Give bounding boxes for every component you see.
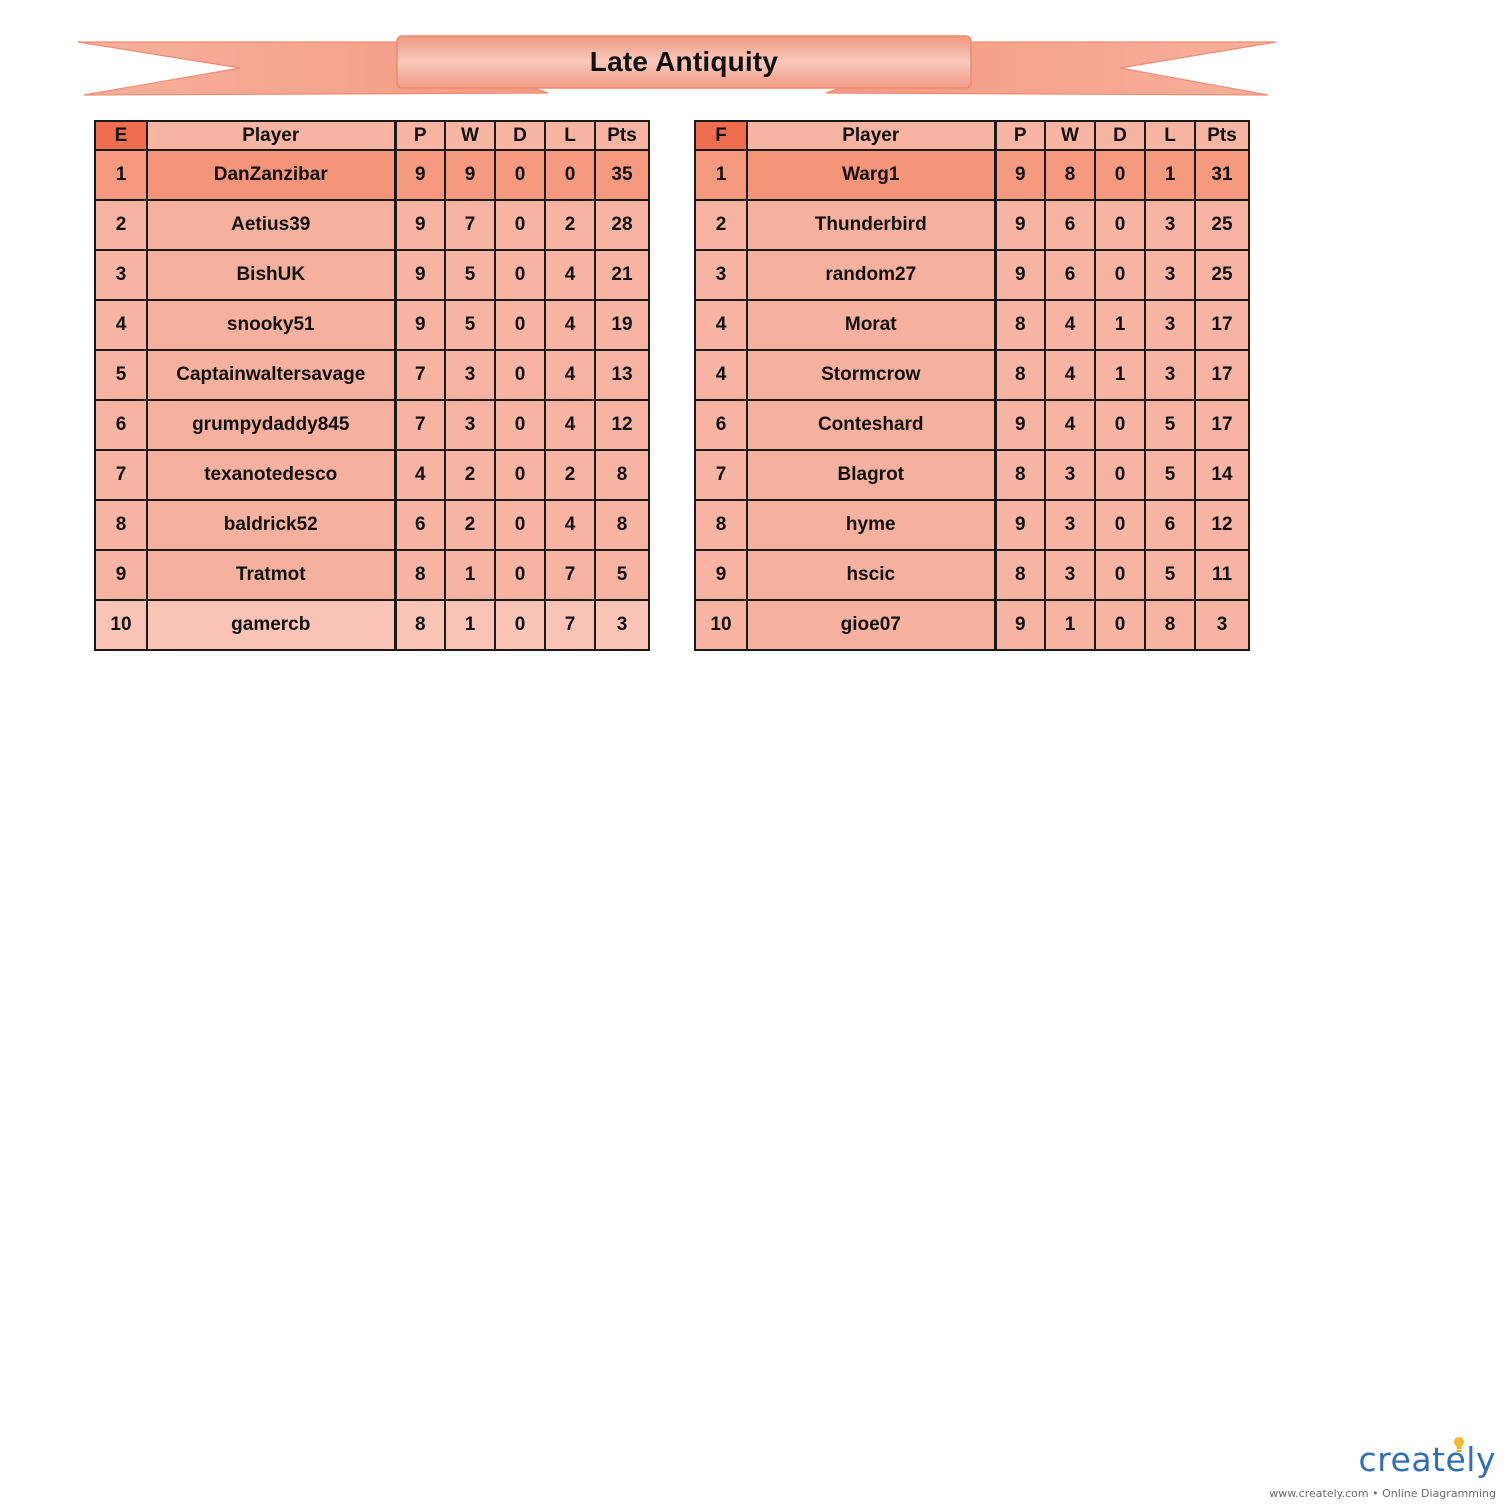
points-cell: 11	[1195, 550, 1249, 600]
table-row	[695, 400, 1249, 450]
column-header-won: W	[1045, 121, 1095, 150]
position-cell: 8	[695, 500, 747, 550]
points-cell: 5	[595, 550, 649, 600]
position-cell: 4	[695, 350, 747, 400]
position-cell: 5	[95, 350, 147, 400]
table-row	[95, 250, 649, 300]
table-row	[95, 450, 649, 500]
lost-cell: 3	[1145, 300, 1195, 350]
drawn-cell: 0	[495, 600, 545, 650]
points-cell: 12	[1195, 500, 1249, 550]
points-cell: 28	[595, 200, 649, 250]
won-cell: 5	[445, 250, 495, 300]
drawn-cell: 0	[1095, 250, 1145, 300]
drawn-cell: 0	[1095, 200, 1145, 250]
table-row	[95, 350, 649, 400]
won-cell: 2	[445, 450, 495, 500]
points-cell: 12	[595, 400, 649, 450]
player-name-cell: Stormcrow	[747, 350, 995, 400]
table-row	[95, 500, 649, 550]
points-cell: 25	[1195, 200, 1249, 250]
column-header-points: Pts	[595, 121, 649, 150]
drawn-cell: 0	[495, 250, 545, 300]
position-cell: 6	[95, 400, 147, 450]
played-cell: 4	[395, 450, 445, 500]
table-row	[695, 200, 1249, 250]
header-row	[95, 121, 649, 150]
played-cell: 9	[995, 400, 1045, 450]
player-name-cell: texanotedesco	[147, 450, 395, 500]
drawn-cell: 0	[1095, 600, 1145, 650]
lost-cell: 8	[1145, 600, 1195, 650]
position-cell: 1	[695, 150, 747, 200]
column-header-lost: L	[545, 121, 595, 150]
player-name-cell: DanZanzibar	[147, 150, 395, 200]
player-name-cell: gamercb	[147, 600, 395, 650]
drawn-cell: 1	[1095, 300, 1145, 350]
player-name-cell: Thunderbird	[747, 200, 995, 250]
lost-cell: 7	[545, 600, 595, 650]
points-cell: 3	[1195, 600, 1249, 650]
lost-cell: 0	[545, 150, 595, 200]
position-cell: 8	[95, 500, 147, 550]
points-cell: 8	[595, 500, 649, 550]
won-cell: 6	[1045, 200, 1095, 250]
lost-cell: 2	[545, 450, 595, 500]
player-name-cell: Aetius39	[147, 200, 395, 250]
position-cell: 1	[95, 150, 147, 200]
points-cell: 31	[1195, 150, 1249, 200]
player-name-cell: grumpydaddy845	[147, 400, 395, 450]
points-cell: 21	[595, 250, 649, 300]
column-header-played: P	[395, 121, 445, 150]
drawn-cell: 0	[1095, 500, 1145, 550]
table-row	[695, 350, 1249, 400]
player-name-cell: Conteshard	[747, 400, 995, 450]
column-header-won: W	[445, 121, 495, 150]
drawn-cell: 0	[495, 300, 545, 350]
drawn-cell: 0	[1095, 550, 1145, 600]
player-name-cell: Captainwaltersavage	[147, 350, 395, 400]
position-cell: 9	[95, 550, 147, 600]
table-row	[95, 550, 649, 600]
played-cell: 8	[995, 350, 1045, 400]
points-cell: 17	[1195, 350, 1249, 400]
played-cell: 9	[395, 150, 445, 200]
player-name-cell: Morat	[747, 300, 995, 350]
points-cell: 14	[1195, 450, 1249, 500]
lost-cell: 5	[1145, 450, 1195, 500]
position-cell: 7	[95, 450, 147, 500]
drawn-cell: 0	[1095, 450, 1145, 500]
drawn-cell: 0	[495, 550, 545, 600]
player-name-cell: hscic	[747, 550, 995, 600]
player-name-cell: random27	[747, 250, 995, 300]
played-cell: 8	[395, 600, 445, 650]
played-cell: 9	[395, 250, 445, 300]
won-cell: 7	[445, 200, 495, 250]
position-cell: 4	[95, 300, 147, 350]
lost-cell: 6	[1145, 500, 1195, 550]
creately-watermark[interactable]	[1266, 1436, 1496, 1500]
lost-cell: 7	[545, 550, 595, 600]
won-cell: 1	[445, 550, 495, 600]
player-name-cell: snooky51	[147, 300, 395, 350]
lost-cell: 4	[545, 500, 595, 550]
column-header-points: Pts	[1195, 121, 1249, 150]
drawn-cell: 1	[1095, 350, 1145, 400]
standings-table-e	[94, 120, 650, 651]
player-name-cell: hyme	[747, 500, 995, 550]
won-cell: 1	[1045, 600, 1095, 650]
position-cell: 2	[695, 200, 747, 250]
won-cell: 3	[1045, 550, 1095, 600]
table-row	[95, 200, 649, 250]
player-name-cell: Tratmot	[147, 550, 395, 600]
played-cell: 9	[995, 600, 1045, 650]
lost-cell: 4	[545, 300, 595, 350]
points-cell: 19	[595, 300, 649, 350]
header-row	[695, 121, 1249, 150]
won-cell: 6	[1045, 250, 1095, 300]
column-header-lost: L	[1145, 121, 1195, 150]
position-cell: 10	[95, 600, 147, 650]
position-cell: 9	[695, 550, 747, 600]
group-label: E	[95, 121, 147, 150]
table-row	[95, 400, 649, 450]
played-cell: 9	[395, 300, 445, 350]
table-row	[695, 500, 1249, 550]
column-header-player: Player	[747, 121, 995, 150]
page-title: Late Antiquity	[589, 46, 779, 77]
table-row	[695, 600, 1249, 650]
drawn-cell: 0	[495, 200, 545, 250]
played-cell: 8	[995, 450, 1045, 500]
won-cell: 4	[1045, 350, 1095, 400]
drawn-cell: 0	[495, 350, 545, 400]
won-cell: 1	[445, 600, 495, 650]
played-cell: 9	[995, 200, 1045, 250]
points-cell: 13	[595, 350, 649, 400]
creately-brand: creately	[1358, 1440, 1496, 1479]
won-cell: 2	[445, 500, 495, 550]
played-cell: 8	[995, 550, 1045, 600]
position-cell: 7	[695, 450, 747, 500]
player-name-cell: Warg1	[747, 150, 995, 200]
won-cell: 3	[1045, 500, 1095, 550]
played-cell: 9	[995, 250, 1045, 300]
played-cell: 7	[395, 350, 445, 400]
lost-cell: 3	[1145, 250, 1195, 300]
played-cell: 9	[995, 150, 1045, 200]
lost-cell: 1	[1145, 150, 1195, 200]
won-cell: 9	[445, 150, 495, 200]
drawn-cell: 0	[1095, 400, 1145, 450]
won-cell: 5	[445, 300, 495, 350]
table-row	[695, 250, 1249, 300]
played-cell: 8	[995, 300, 1045, 350]
points-cell: 25	[1195, 250, 1249, 300]
drawn-cell: 0	[495, 500, 545, 550]
position-cell: 6	[695, 400, 747, 450]
creately-tagline: www.creately.com • Online Diagramming	[1269, 1487, 1496, 1500]
won-cell: 3	[445, 350, 495, 400]
position-cell: 4	[695, 300, 747, 350]
table-row	[95, 300, 649, 350]
won-cell: 8	[1045, 150, 1095, 200]
group-label: F	[695, 121, 747, 150]
drawn-cell: 0	[495, 150, 545, 200]
position-cell: 10	[695, 600, 747, 650]
drawn-cell: 0	[495, 400, 545, 450]
player-name-cell: baldrick52	[147, 500, 395, 550]
played-cell: 9	[995, 500, 1045, 550]
table-row	[95, 150, 649, 200]
lost-cell: 2	[545, 200, 595, 250]
points-cell: 35	[595, 150, 649, 200]
lost-cell: 5	[1145, 550, 1195, 600]
points-cell: 17	[1195, 400, 1249, 450]
won-cell: 3	[445, 400, 495, 450]
won-cell: 3	[1045, 450, 1095, 500]
column-header-player: Player	[147, 121, 395, 150]
lost-cell: 3	[1145, 350, 1195, 400]
table-row	[695, 450, 1249, 500]
points-cell: 3	[595, 600, 649, 650]
drawn-cell: 0	[495, 450, 545, 500]
lost-cell: 3	[1145, 200, 1195, 250]
position-cell: 3	[695, 250, 747, 300]
played-cell: 7	[395, 400, 445, 450]
table-row	[695, 150, 1249, 200]
column-header-played: P	[995, 121, 1045, 150]
table-row	[95, 600, 649, 650]
column-header-drawn: D	[1095, 121, 1145, 150]
drawn-cell: 0	[1095, 150, 1145, 200]
standings-table-f	[694, 120, 1250, 651]
lost-cell: 4	[545, 400, 595, 450]
player-name-cell: BishUK	[147, 250, 395, 300]
played-cell: 6	[395, 500, 445, 550]
player-name-cell: Blagrot	[747, 450, 995, 500]
points-cell: 8	[595, 450, 649, 500]
column-header-drawn: D	[495, 121, 545, 150]
position-cell: 3	[95, 250, 147, 300]
won-cell: 4	[1045, 400, 1095, 450]
table-row	[695, 550, 1249, 600]
table-row	[695, 300, 1249, 350]
lost-cell: 5	[1145, 400, 1195, 450]
lost-cell: 4	[545, 350, 595, 400]
won-cell: 4	[1045, 300, 1095, 350]
points-cell: 17	[1195, 300, 1249, 350]
played-cell: 8	[395, 550, 445, 600]
player-name-cell: gioe07	[747, 600, 995, 650]
lost-cell: 4	[545, 250, 595, 300]
played-cell: 9	[395, 200, 445, 250]
position-cell: 2	[95, 200, 147, 250]
